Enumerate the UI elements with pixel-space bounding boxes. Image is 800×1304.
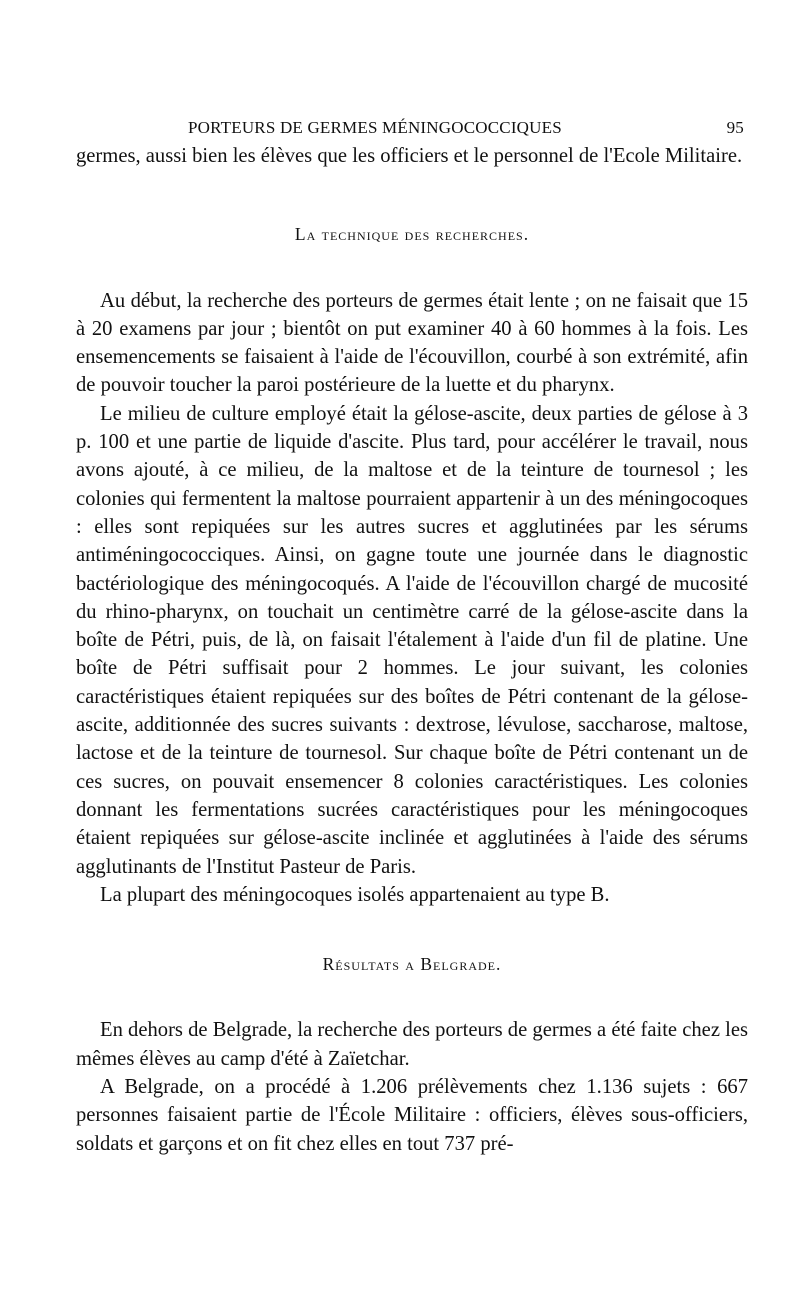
section-heading-results: Résultats a Belgrade.: [322, 954, 502, 975]
running-title: PORTEURS DE GERMES MÉNINGOCOCCIQUES: [188, 118, 562, 137]
section-heading-technique: La technique des recherches.: [294, 224, 530, 245]
running-head: [76, 110, 748, 142]
book-page: [76, 110, 748, 1158]
paragraph: En dehors de Belgrade, la recherche des porteurs de germes a été faite chez les mêmes élèves au camp d'été à Zaïetchar.: [76, 1019, 748, 1070]
paragraph-continuation: germes, aussi bien les élèves que les officiers et le personnel de l'Ecole Militaire.: [76, 145, 743, 167]
page-body: [76, 142, 748, 1158]
paragraph: A Belgrade, on a procédé à 1.206 prélèvements chez 1.136 sujets : 667 personnes faisaient partie de l'École Militaire : officiers, élèves sous-officiers, soldats et garçons et on fit chez elles en tout 737 pré-: [76, 1076, 748, 1155]
paragraph: La plupart des méningocoques isolés appartenaient au type B.: [100, 883, 610, 906]
paragraph: Au début, la recherche des porteurs de germes était lente ; on ne faisait que 15 à 20 examens par jour ; bientôt on put examiner 40 à 60 hommes à la fois. Les ensemencements se faisaient à l'aide de l'écouvillon, courbé à son extrémité, afin de pouvoir toucher la paroi postérieure de la luette et du pharynx.: [76, 289, 748, 397]
page-number: 95: [726, 118, 744, 137]
paragraph: Le milieu de culture employé était la gélose-ascite, deux parties de gélose à 3 p. 100 et une partie de liquide d'ascite. Plus tard, pour accélérer le travail, nous avons ajouté, à ce milieu, de la maltose et de la teinture de tournesol ; les colonies qui fermentent la maltose pourraient appartenir à un des méningocoques : elles sont repiquées sur les autres sucres et agglutinées par les sérums antiméningococciques. Ainsi, on gagne toute une journée dans le diagnostic bactériologique des méningocoqués. A l'aide de l'écouvillon chargé de mucosité du rhino-pharynx, on touchait un centimètre carré de la gélose-ascite dans la boîte de Pétri, puis, de là, on faisait l'étalement à l'aide d'un fil de platine. Une boîte de Pétri suffisait pour 2 hommes. Le jour suivant, les colonies caractéristiques étaient repiquées sur des boîtes de Pétri contenant de la gélose-ascite, additionnée des sucres suivants : dextrose, lévulose, saccharose, maltose, lactose et de la teinture de tournesol. Sur chaque boîte de Pétri contenant un de ces sucres, on pouvait ensemencer 8 colonies caractéristiques. Les colonies donnant les fermentations sucrées caractéristiques pour les méningocoques étaient repiquées sur gélose-ascite inclinée et agglutinées à l'aide des sérums agglutinants de l'Institut Pasteur de Paris.: [76, 402, 748, 878]
